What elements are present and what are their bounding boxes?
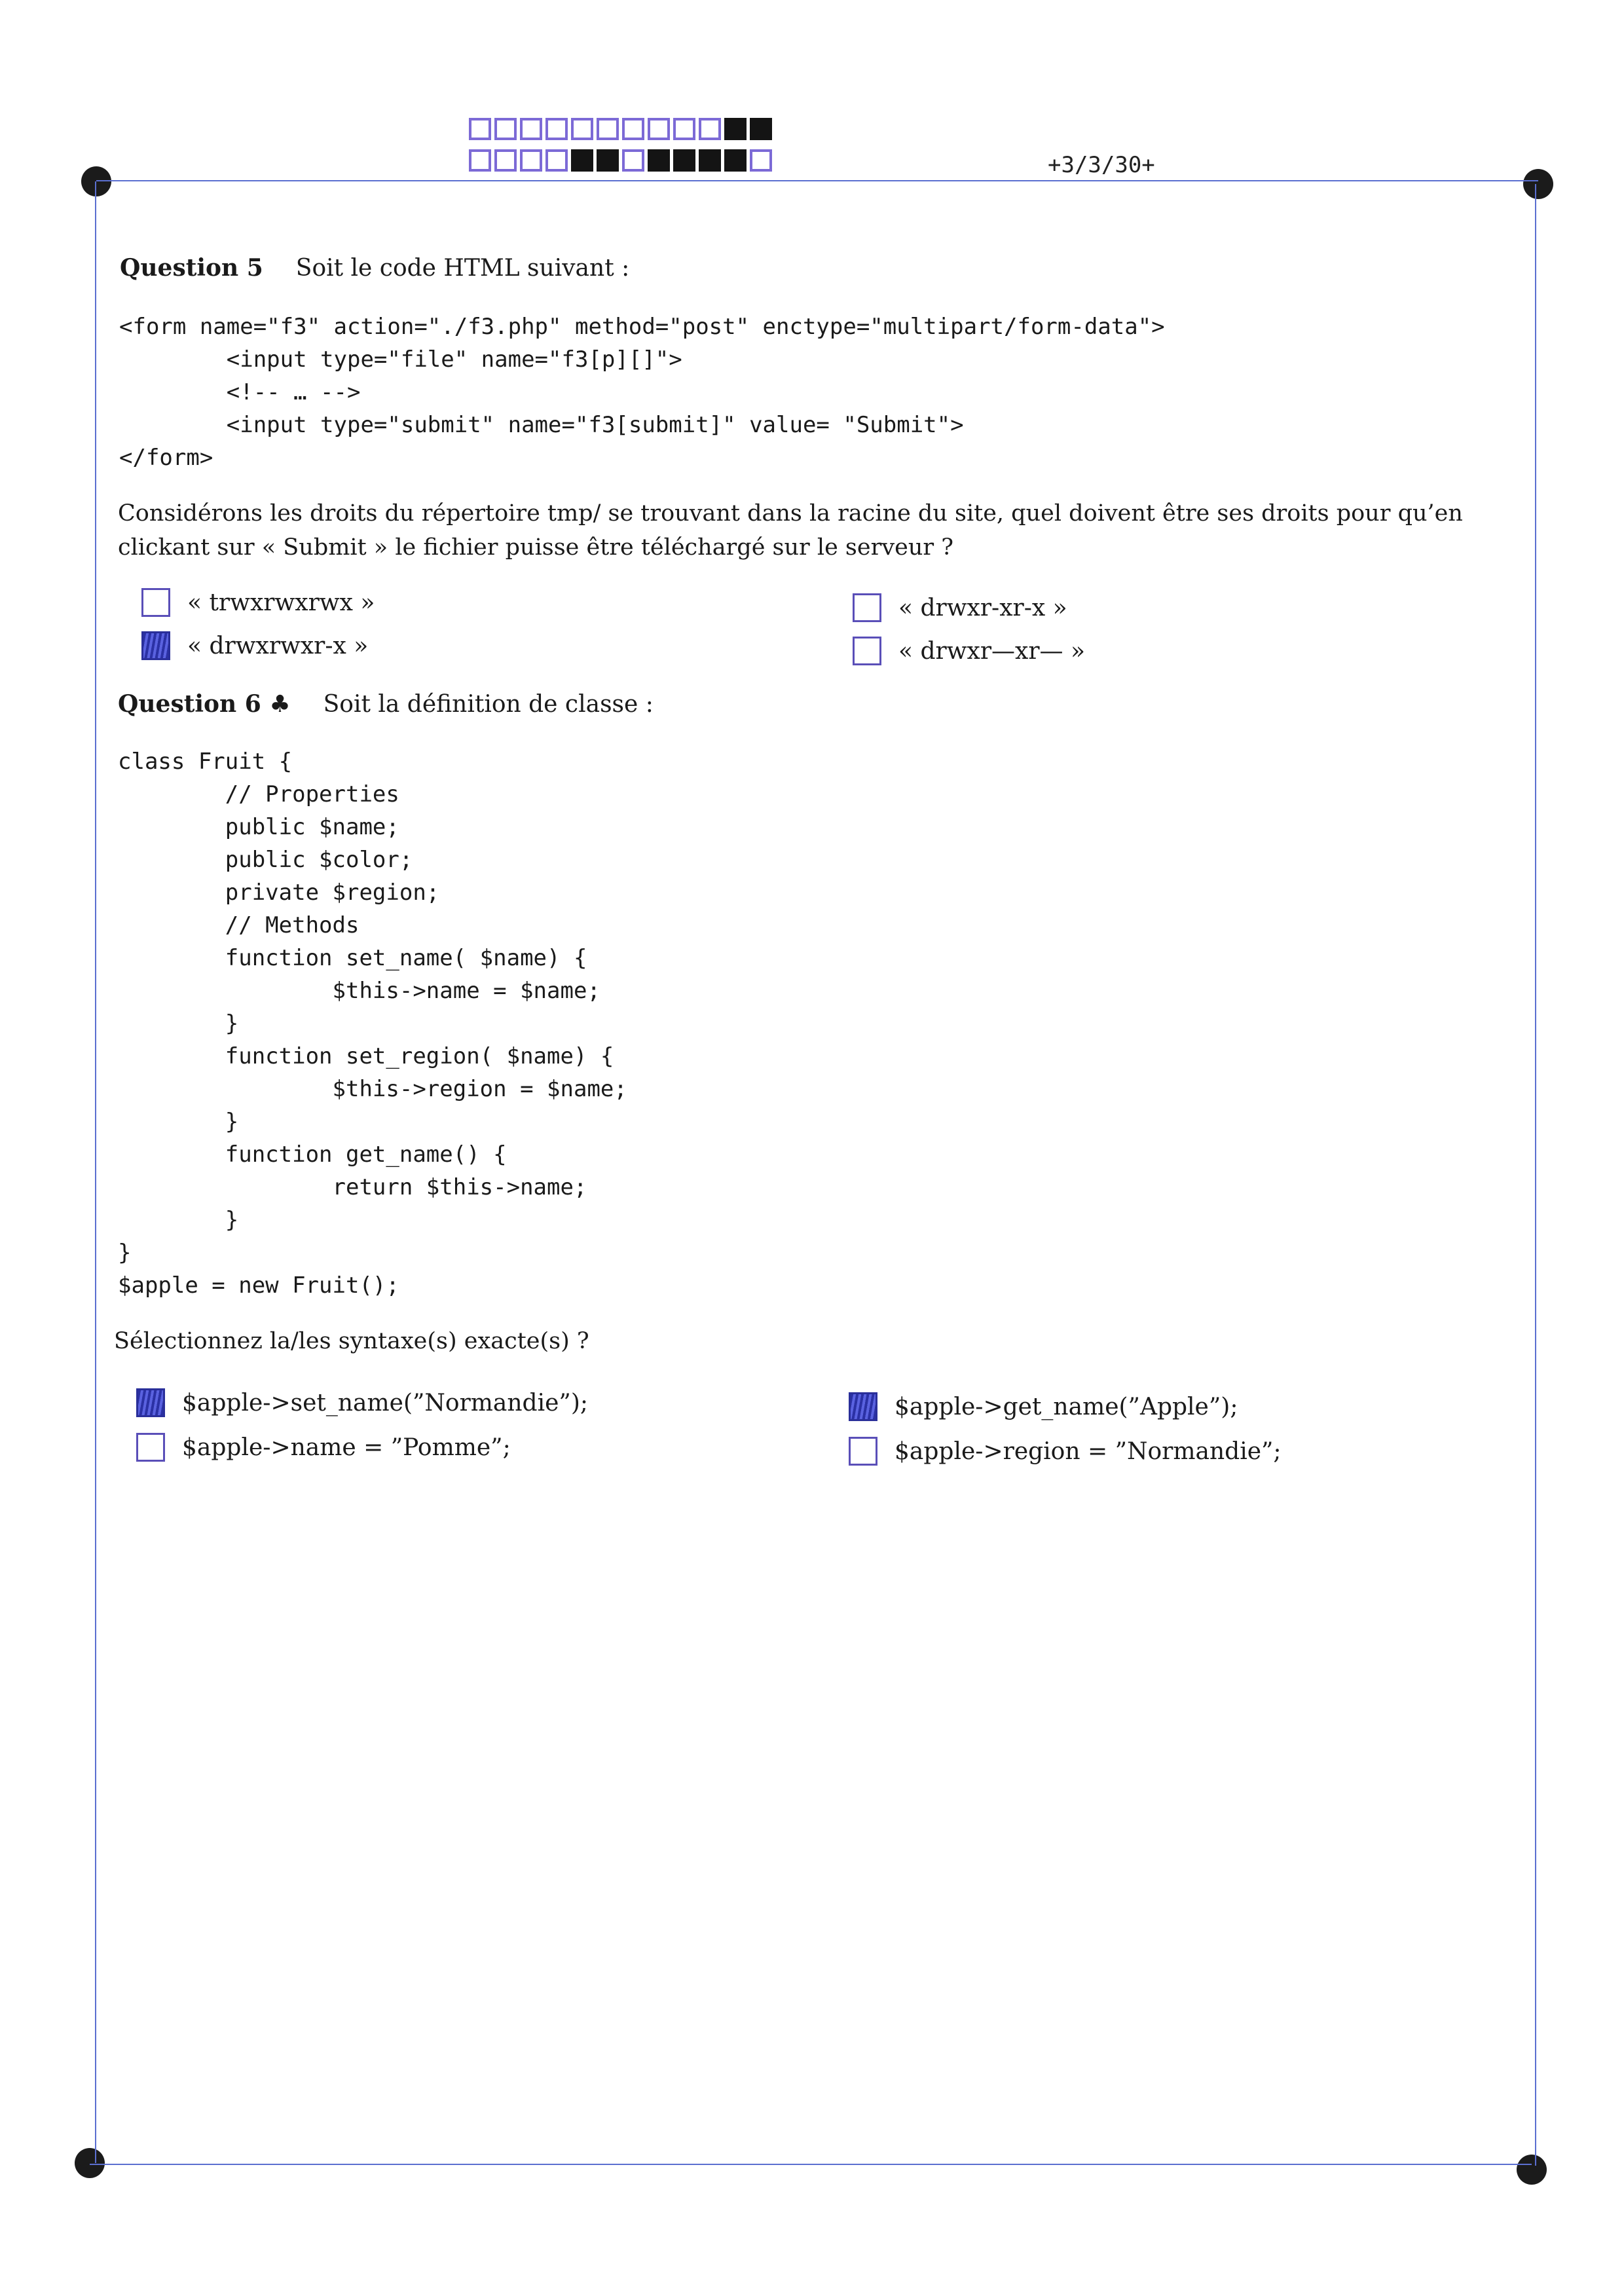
question-6-heading [118,690,654,718]
id-code-box [750,149,772,172]
id-code-box [597,118,619,140]
id-code-box [571,149,593,172]
question-intro: Soit la définition de classe : [323,691,654,718]
choice-label: « drwxr-xr-x » [898,594,1067,621]
id-code-box [469,149,491,172]
id-code-box [494,118,517,140]
question-5-statement: Considérons les droits du répertoire tmp/ se trouvant dans la racine du site, quel doivent être ses droits pour qu’en clickant sur « Submit » le fichier puisse être téléchargé sur le serveur ? [118,500,1463,561]
q5-choice-c[interactable] [853,593,1067,622]
q5-choice-b[interactable] [141,631,368,660]
registration-mark-top-left [81,166,111,196]
frame-bottom [90,2164,1532,2165]
question-number: Question 5 [120,254,263,282]
frame-left [95,181,96,2163]
choice-label: $apple->region = ”Normandie”; [895,1437,1282,1465]
question-5-code: <form name="f3" action="./f3.php" method="post" enctype="multipart/form-data"> <input type="file" name="f3[p][]"> <!-- … --> <input type="submit" name="f3[submit]" value= "Submit"> </form> [119,314,1165,471]
choice-label: « drwxrwxr-x » [187,632,369,659]
question-6-statement: Sélectionnez la/les syntaxe(s) exacte(s) ? [114,1328,589,1354]
question-number [118,690,291,718]
id-code-box [494,149,517,172]
checkbox[interactable] [849,1437,877,1466]
id-code-box [673,149,695,172]
choice-label: « drwxr—xr— » [898,637,1086,665]
id-code-box [622,149,644,172]
id-code-row-top [469,118,772,140]
frame-right [1535,184,1536,2166]
registration-mark-bottom-left [75,2148,105,2178]
id-code-box [673,118,695,140]
id-code-box [469,118,491,140]
question-5-heading [120,254,629,282]
checkbox[interactable] [849,1392,877,1421]
question-intro: Soit le code HTML suivant : [295,255,630,282]
choice-label: $apple->get_name(”Apple”); [895,1393,1238,1420]
choice-label: « trwxrwxrwx » [187,589,375,616]
id-code-box [699,118,721,140]
id-code-box [648,118,670,140]
checkbox[interactable] [136,1433,165,1462]
q6-choice-b[interactable] [136,1433,511,1462]
id-code-box [520,118,542,140]
choice-label: $apple->name = ”Pomme”; [182,1434,511,1461]
registration-mark-top-right [1523,169,1553,199]
q5-choice-d[interactable] [853,637,1085,665]
q6-choice-a[interactable] [136,1388,588,1417]
checkbox[interactable] [853,637,881,665]
id-code-box [571,118,593,140]
q6-choice-d[interactable] [849,1437,1282,1466]
checkbox[interactable] [136,1388,165,1417]
id-code-box [520,149,542,172]
page-id: +3/3/30+ [1048,152,1155,178]
id-code-box [622,118,644,140]
id-code-box [699,149,721,172]
id-code-row-bottom [469,149,772,172]
id-code-box [724,149,747,172]
q6-choice-c[interactable] [849,1392,1238,1421]
checkbox[interactable] [853,593,881,622]
frame-top [96,180,1538,181]
checkbox[interactable] [141,631,170,660]
id-code-box [545,118,568,140]
id-code-box [724,118,747,140]
q5-choice-a[interactable] [141,588,375,617]
question-6-code: class Fruit { // Properties public $name; public $color; private $region; // Methods function set_name( $name) { $this->name = $name; } function set_region( $name) { $this->region = $name; } function get_name() { return $this->name; } } $apple = new Fruit(); [118,749,627,1299]
id-code-box [597,149,619,172]
registration-mark-bottom-right [1517,2155,1547,2185]
question-number-text: Question 6 [118,690,261,718]
choice-label: $apple->set_name(”Normandie”); [182,1389,588,1416]
id-code-box [648,149,670,172]
club-symbol-icon: ♣ [269,690,291,718]
id-code-box [545,149,568,172]
id-code-box [750,118,772,140]
checkbox[interactable] [141,588,170,617]
